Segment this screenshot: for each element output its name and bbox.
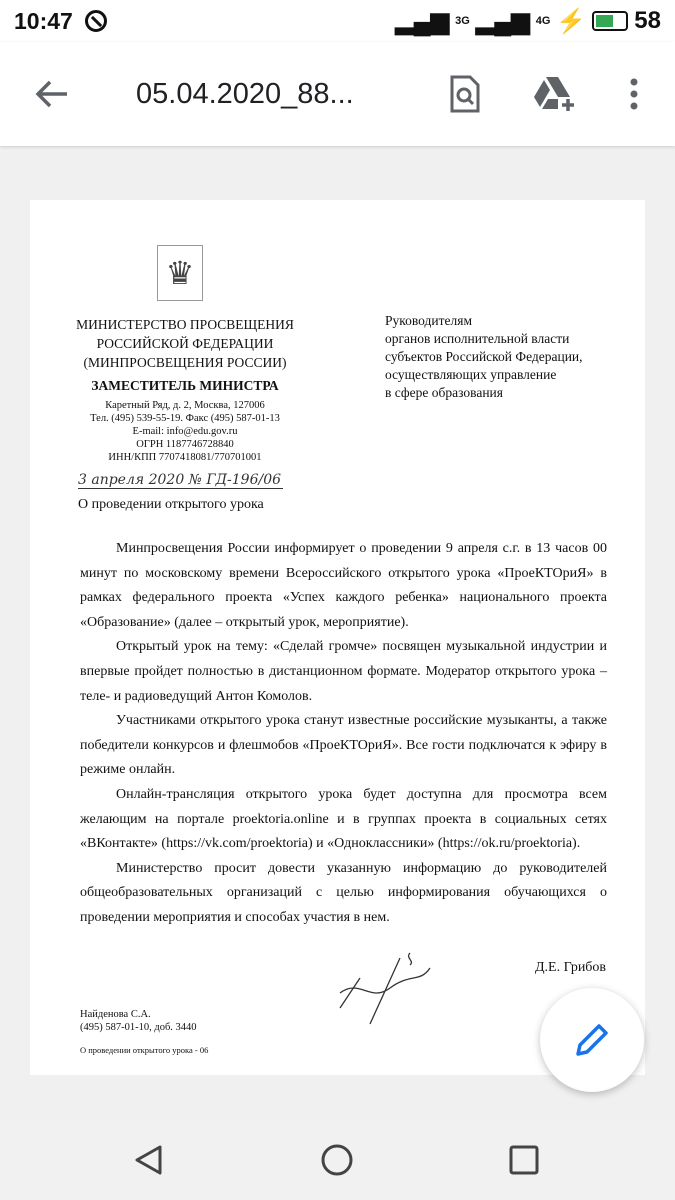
executor bbox=[80, 1008, 208, 1057]
position-title: ЗАМЕСТИТЕЛЬ МИНИСТРА bbox=[91, 378, 279, 393]
battery-level: 58 bbox=[634, 7, 661, 34]
ministry-line: РОССИЙСКОЙ ФЕДЕРАЦИИ bbox=[96, 336, 274, 351]
paragraph: Министерство просит довести указанную информацию до руководителей общеобразовательных организаций с целью информирования обучающихся о проведении мероприятия и способах участия в нем. bbox=[80, 860, 607, 925]
registration-number: 3 апреля 2020 № ГД-196/06 bbox=[78, 472, 282, 488]
add-to-drive-icon[interactable] bbox=[530, 72, 578, 116]
clock: 10:47 bbox=[14, 7, 73, 34]
paragraph: Открытый урок на тему: «Сделай громче» посвящен музыкальной индустрии и впервые пройдет полностью в дистанционном формате. Модератор открытого урока – теле- и радиоведущий Антон Комолов. bbox=[80, 639, 607, 704]
status-bar bbox=[0, 0, 675, 42]
ministry-line: МИНИСТЕРСТВО ПРОСВЕЩЕНИЯ bbox=[76, 317, 294, 332]
signal-icon: ▂▄▆ bbox=[395, 7, 450, 35]
contact-line: ОГРН 1187746728840 bbox=[136, 439, 234, 450]
navigation-bar bbox=[0, 1120, 675, 1200]
app-bar bbox=[0, 42, 675, 146]
coat-of-arms-emblem: ♛ bbox=[157, 245, 203, 301]
contact-line: Каретный Ряд, д. 2, Москва, 127006 bbox=[105, 400, 265, 411]
home-nav-icon[interactable] bbox=[320, 1143, 354, 1177]
addressee-line: в сфере образования bbox=[385, 385, 503, 400]
back-nav-icon[interactable] bbox=[132, 1143, 166, 1177]
pencil-icon bbox=[574, 1022, 610, 1058]
paragraph: Минпросвещения России информирует о проведении 9 апреля с.г. в 13 часов 00 минут по московскому времени Всероссийского открытого урока «ПроеКТОриЯ» в рамках федерального проекта «Успех каждого ребенка» национального проекта «Образование» (далее – открытый урок, мероприятие). bbox=[80, 541, 607, 630]
find-in-page-icon[interactable] bbox=[445, 72, 485, 116]
paragraph: Участниками открытого урока станут известные российские музыканты, а также победители конкурсов и флешмобов «ПроеКТОриЯ». Все гости подключатся к эфиру в режиме онлайн. bbox=[80, 713, 607, 778]
addressee bbox=[385, 312, 583, 402]
network-type-2: 4G bbox=[535, 15, 551, 27]
executor-name: Найденова С.А. bbox=[80, 1009, 151, 1020]
executor-phone: (495) 587-01-10, доб. 3440 bbox=[80, 1022, 197, 1033]
signature bbox=[330, 948, 450, 1028]
subject: О проведении открытого урока bbox=[78, 497, 264, 512]
letter-body bbox=[80, 537, 607, 931]
recents-nav-icon[interactable] bbox=[508, 1144, 540, 1176]
edit-button[interactable] bbox=[540, 988, 644, 1092]
paragraph: Онлайн-трансляция открытого урока будет доступна для просмотра всем желающим на портале proektoria.online и в группах проекта в социальных сетях «ВКонтакте» (https://vk.com/proektoria) и «Одноклассники» (https://ok.ru/proektoria). bbox=[80, 786, 607, 852]
document-footer: О проведении открытого урока - 06 bbox=[80, 1045, 209, 1055]
more-options-icon[interactable] bbox=[620, 72, 648, 116]
document-page[interactable] bbox=[30, 200, 645, 1075]
network-type: 3G bbox=[455, 15, 470, 27]
charging-icon: ⚡ bbox=[556, 7, 587, 35]
addressee-line: осуществляющих управление bbox=[385, 367, 557, 382]
contact-line: Тел. (495) 539-55-19. Факс (495) 587-01-13 bbox=[90, 413, 280, 424]
dnd-icon bbox=[85, 10, 107, 32]
signer-name: Д.Е. Грибов bbox=[535, 960, 607, 975]
addressee-line: органов исполнительной власти bbox=[385, 331, 570, 346]
addressee-line: субъектов Российской Федерации, bbox=[385, 349, 583, 364]
contact-line: E-mail: info@edu.gov.ru bbox=[132, 426, 238, 437]
contact-line: ИНН/КПП 7707418081/770701001 bbox=[108, 452, 262, 463]
battery-icon bbox=[592, 11, 628, 31]
letterhead bbox=[70, 315, 300, 464]
back-arrow-icon[interactable] bbox=[30, 72, 74, 116]
ministry-line: (МИНПРОСВЕЩЕНИЯ РОССИИ) bbox=[83, 355, 287, 370]
signal-icon-2: ▂▄▆ bbox=[475, 7, 530, 35]
addressee-line: Руководителям bbox=[385, 313, 472, 328]
document-title: 05.04.2020_88... bbox=[136, 77, 354, 110]
